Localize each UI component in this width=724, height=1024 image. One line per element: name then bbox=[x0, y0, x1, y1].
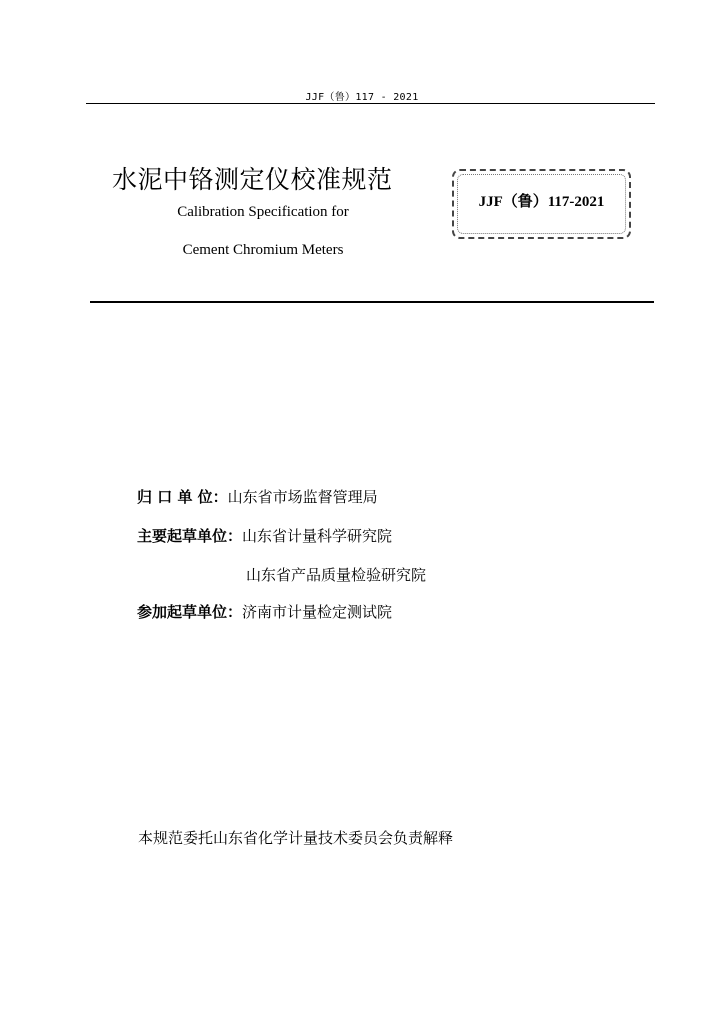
document-title-english-line1: Calibration Specification for bbox=[177, 204, 349, 220]
standard-code-box bbox=[452, 169, 631, 239]
responsible-unit-label: 归 口 单 位： bbox=[137, 488, 228, 506]
main-drafting-unit-label: 主要起草单位： bbox=[137, 527, 243, 545]
main-drafting-unit-value-1: 山东省计量科学研究院 bbox=[242, 527, 393, 545]
participating-drafting-unit-label: 参加起草单位： bbox=[137, 603, 243, 621]
title-divider bbox=[90, 301, 654, 303]
document-title-english-line2: Cement Chromium Meters bbox=[182, 242, 344, 258]
header-divider bbox=[86, 103, 655, 104]
participating-drafting-unit-row bbox=[137, 601, 392, 622]
document-title-chinese: 水泥中铬测定仪校准规范 bbox=[112, 165, 393, 194]
main-drafting-unit-row-2 bbox=[246, 564, 426, 585]
header-standard-code: JJF（鲁）117 - 2021 bbox=[305, 92, 419, 103]
interpretation-statement: 本规范委托山东省化学计量技术委员会负责解释 bbox=[138, 829, 454, 847]
responsible-unit-value: 山东省市场监督管理局 bbox=[227, 488, 378, 506]
main-drafting-unit-row bbox=[137, 525, 392, 546]
main-drafting-unit-value-2: 山东省产品质量检验研究院 bbox=[246, 566, 427, 584]
standard-code-text: JJF（鲁）117-2021 bbox=[478, 194, 605, 210]
participating-drafting-unit-value: 济南市计量检定测试院 bbox=[242, 603, 393, 621]
responsible-unit-row bbox=[137, 486, 378, 507]
